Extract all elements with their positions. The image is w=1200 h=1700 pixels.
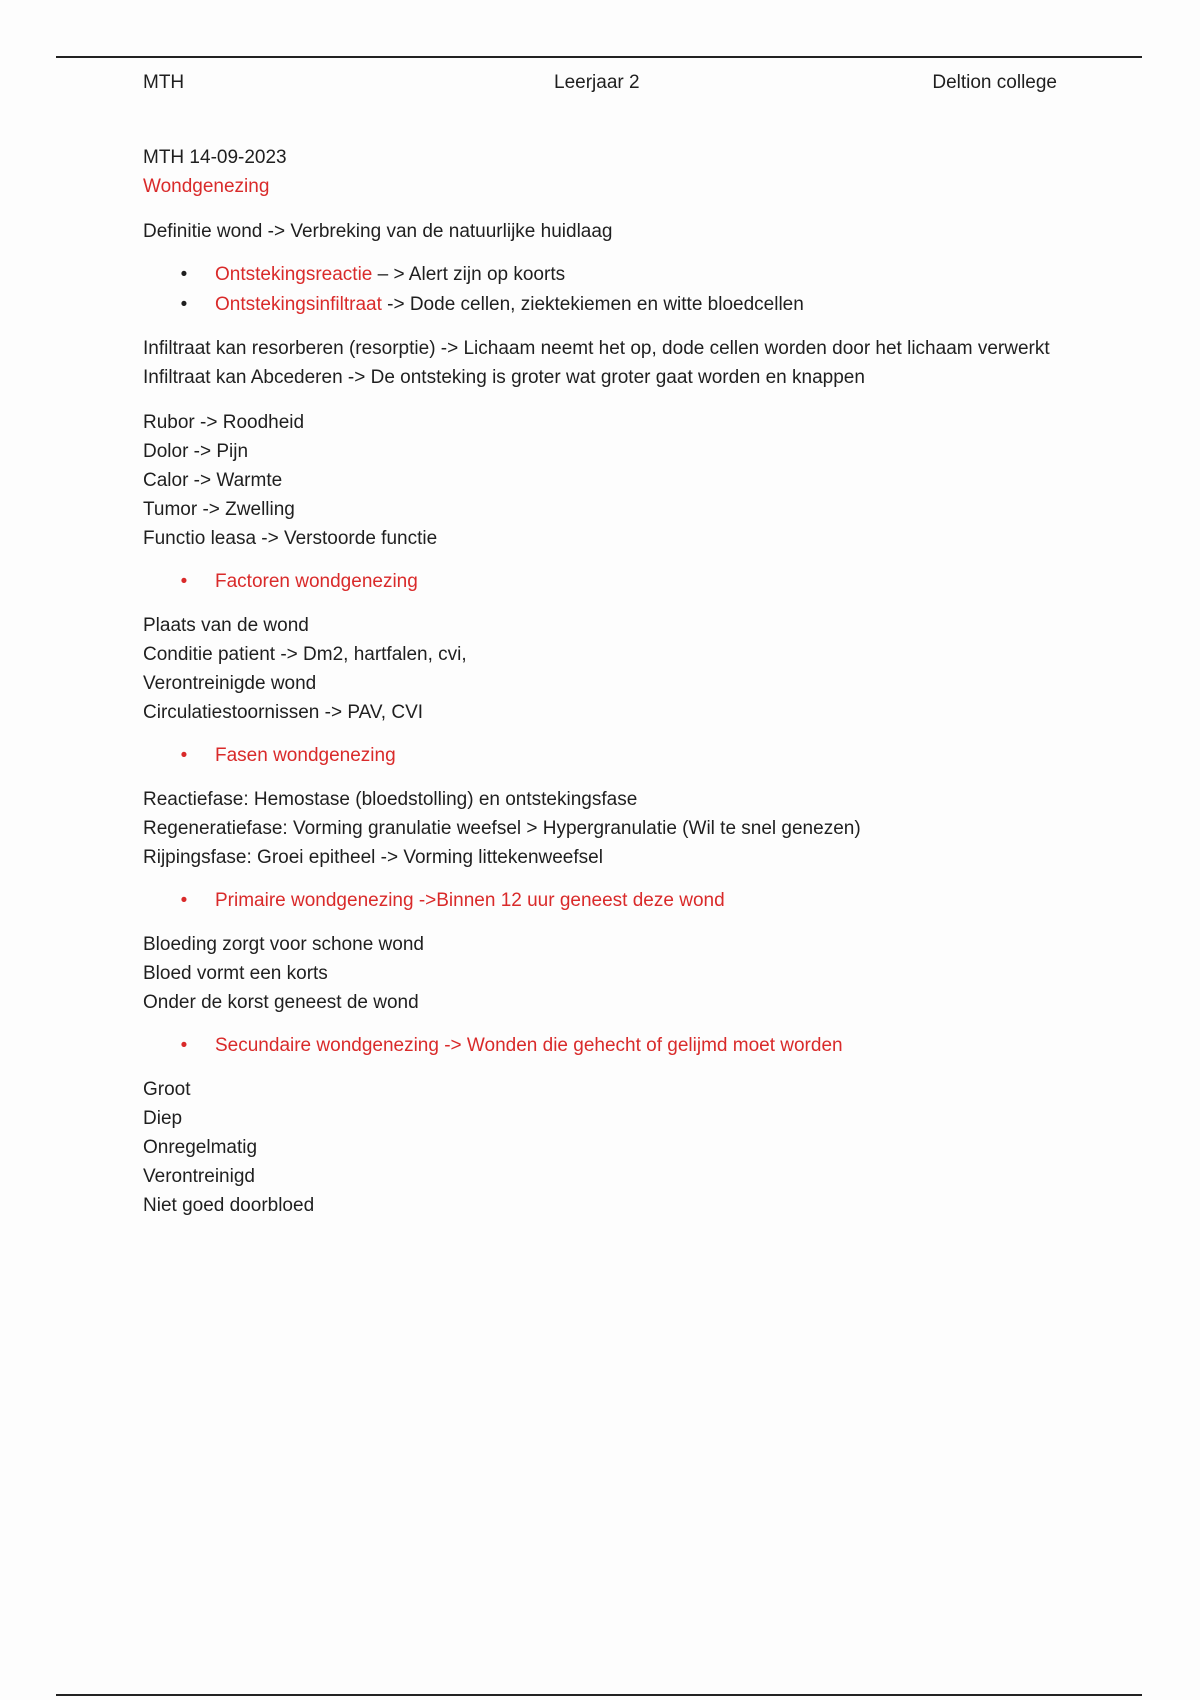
section-heading-secundair	[143, 1031, 1057, 1061]
secundair-heading-list	[143, 1031, 1057, 1061]
page-header	[143, 72, 1057, 98]
fase-line: Reactiefase: Hemostase (bloedstolling) en ontstekingsfase	[143, 789, 638, 810]
signs-block	[143, 408, 1057, 553]
list-item-text: -> Dode cellen, ziektekiemen en witte bloedcellen	[381, 294, 804, 315]
header-course: MTH	[143, 72, 185, 93]
factoren-block	[143, 611, 1057, 727]
secundair-line: Niet goed doorbloed	[143, 1195, 315, 1216]
date-line: MTH 14-09-2023	[143, 147, 287, 168]
page-title: Wondgenezing	[143, 176, 270, 197]
primair-line: Bloeding zorgt voor schone wond	[143, 934, 424, 955]
fase-line: Regeneratiefase: Vorming granulatie weefsel > Hypergranulatie (Wil te snel genezen)	[143, 818, 861, 839]
section-heading-text: Fasen wondgenezing	[215, 745, 396, 766]
sign-line: Rubor -> Roodheid	[143, 412, 305, 433]
definition-line: Definitie wond -> Verbreking van de natuurlijke huidlaag	[143, 221, 613, 242]
bullet-icon: •	[180, 890, 188, 911]
infiltraat-resorberen: Infiltraat kan resorberen (resorptie) -> Lichaam neemt het op, dode cellen worden door het lichaam verwerkt	[143, 338, 1050, 359]
list-item-term: Ontstekingsreactie	[215, 264, 373, 285]
sign-line: Functio leasa -> Verstoorde functie	[143, 528, 438, 549]
footer-rule	[56, 1694, 1142, 1696]
sign-line: Tumor -> Zwelling	[143, 499, 295, 520]
fasen-heading-list	[143, 741, 1057, 771]
inflammation-list	[143, 260, 1057, 320]
bullet-icon: •	[180, 745, 188, 766]
secundair-line: Groot	[143, 1079, 191, 1100]
secundair-line: Onregelmatig	[143, 1137, 258, 1158]
section-heading-text: Primaire wondgenezing ->Binnen 12 uur geneest deze wond	[215, 890, 725, 911]
header-school: Deltion college	[932, 72, 1057, 93]
bullet-icon: •	[180, 294, 188, 315]
list-item	[143, 260, 1057, 290]
primair-heading-list	[143, 886, 1057, 916]
section-heading-text: Secundaire wondgenezing -> Wonden die gehecht of gelijmd moet worden	[215, 1035, 843, 1056]
secundair-line: Diep	[143, 1108, 183, 1129]
sign-line: Calor -> Warmte	[143, 470, 283, 491]
fasen-block	[143, 785, 1057, 872]
bullet-icon: •	[180, 264, 188, 285]
factoren-heading-list	[143, 567, 1057, 597]
primair-block	[143, 930, 1057, 1017]
factor-line: Plaats van de wond	[143, 615, 309, 636]
section-heading-factoren	[143, 567, 1057, 597]
factor-line: Conditie patient -> Dm2, hartfalen, cvi,	[143, 644, 467, 665]
list-item-text: – > Alert zijn op koorts	[372, 264, 566, 285]
header-rule	[56, 56, 1142, 58]
list-item	[143, 290, 1057, 320]
bullet-icon: •	[180, 571, 188, 592]
secundair-line: Verontreinigd	[143, 1166, 255, 1187]
sign-line: Dolor -> Pijn	[143, 441, 249, 462]
list-item-term: Ontstekingsinfiltraat	[215, 294, 382, 315]
primair-line: Onder de korst geneest de wond	[143, 992, 419, 1013]
section-heading-fasen	[143, 741, 1057, 771]
header-year: Leerjaar 2	[554, 72, 640, 93]
section-heading-text: Factoren wondgenezing	[215, 571, 418, 592]
document-body	[143, 143, 1057, 1220]
bullet-icon: •	[180, 1035, 188, 1056]
fase-line: Rijpingsfase: Groei epitheel -> Vorming littekenweefsel	[143, 847, 603, 868]
factor-line: Verontreinigde wond	[143, 673, 317, 694]
secundair-block	[143, 1075, 1057, 1220]
primair-line: Bloed vormt een korts	[143, 963, 328, 984]
factor-line: Circulatiestoornissen -> PAV, CVI	[143, 702, 424, 723]
section-heading-primair	[143, 886, 1057, 916]
infiltraat-abcederen: Infiltraat kan Abcederen -> De ontsteking is groter wat groter gaat worden en knappen	[143, 367, 865, 388]
